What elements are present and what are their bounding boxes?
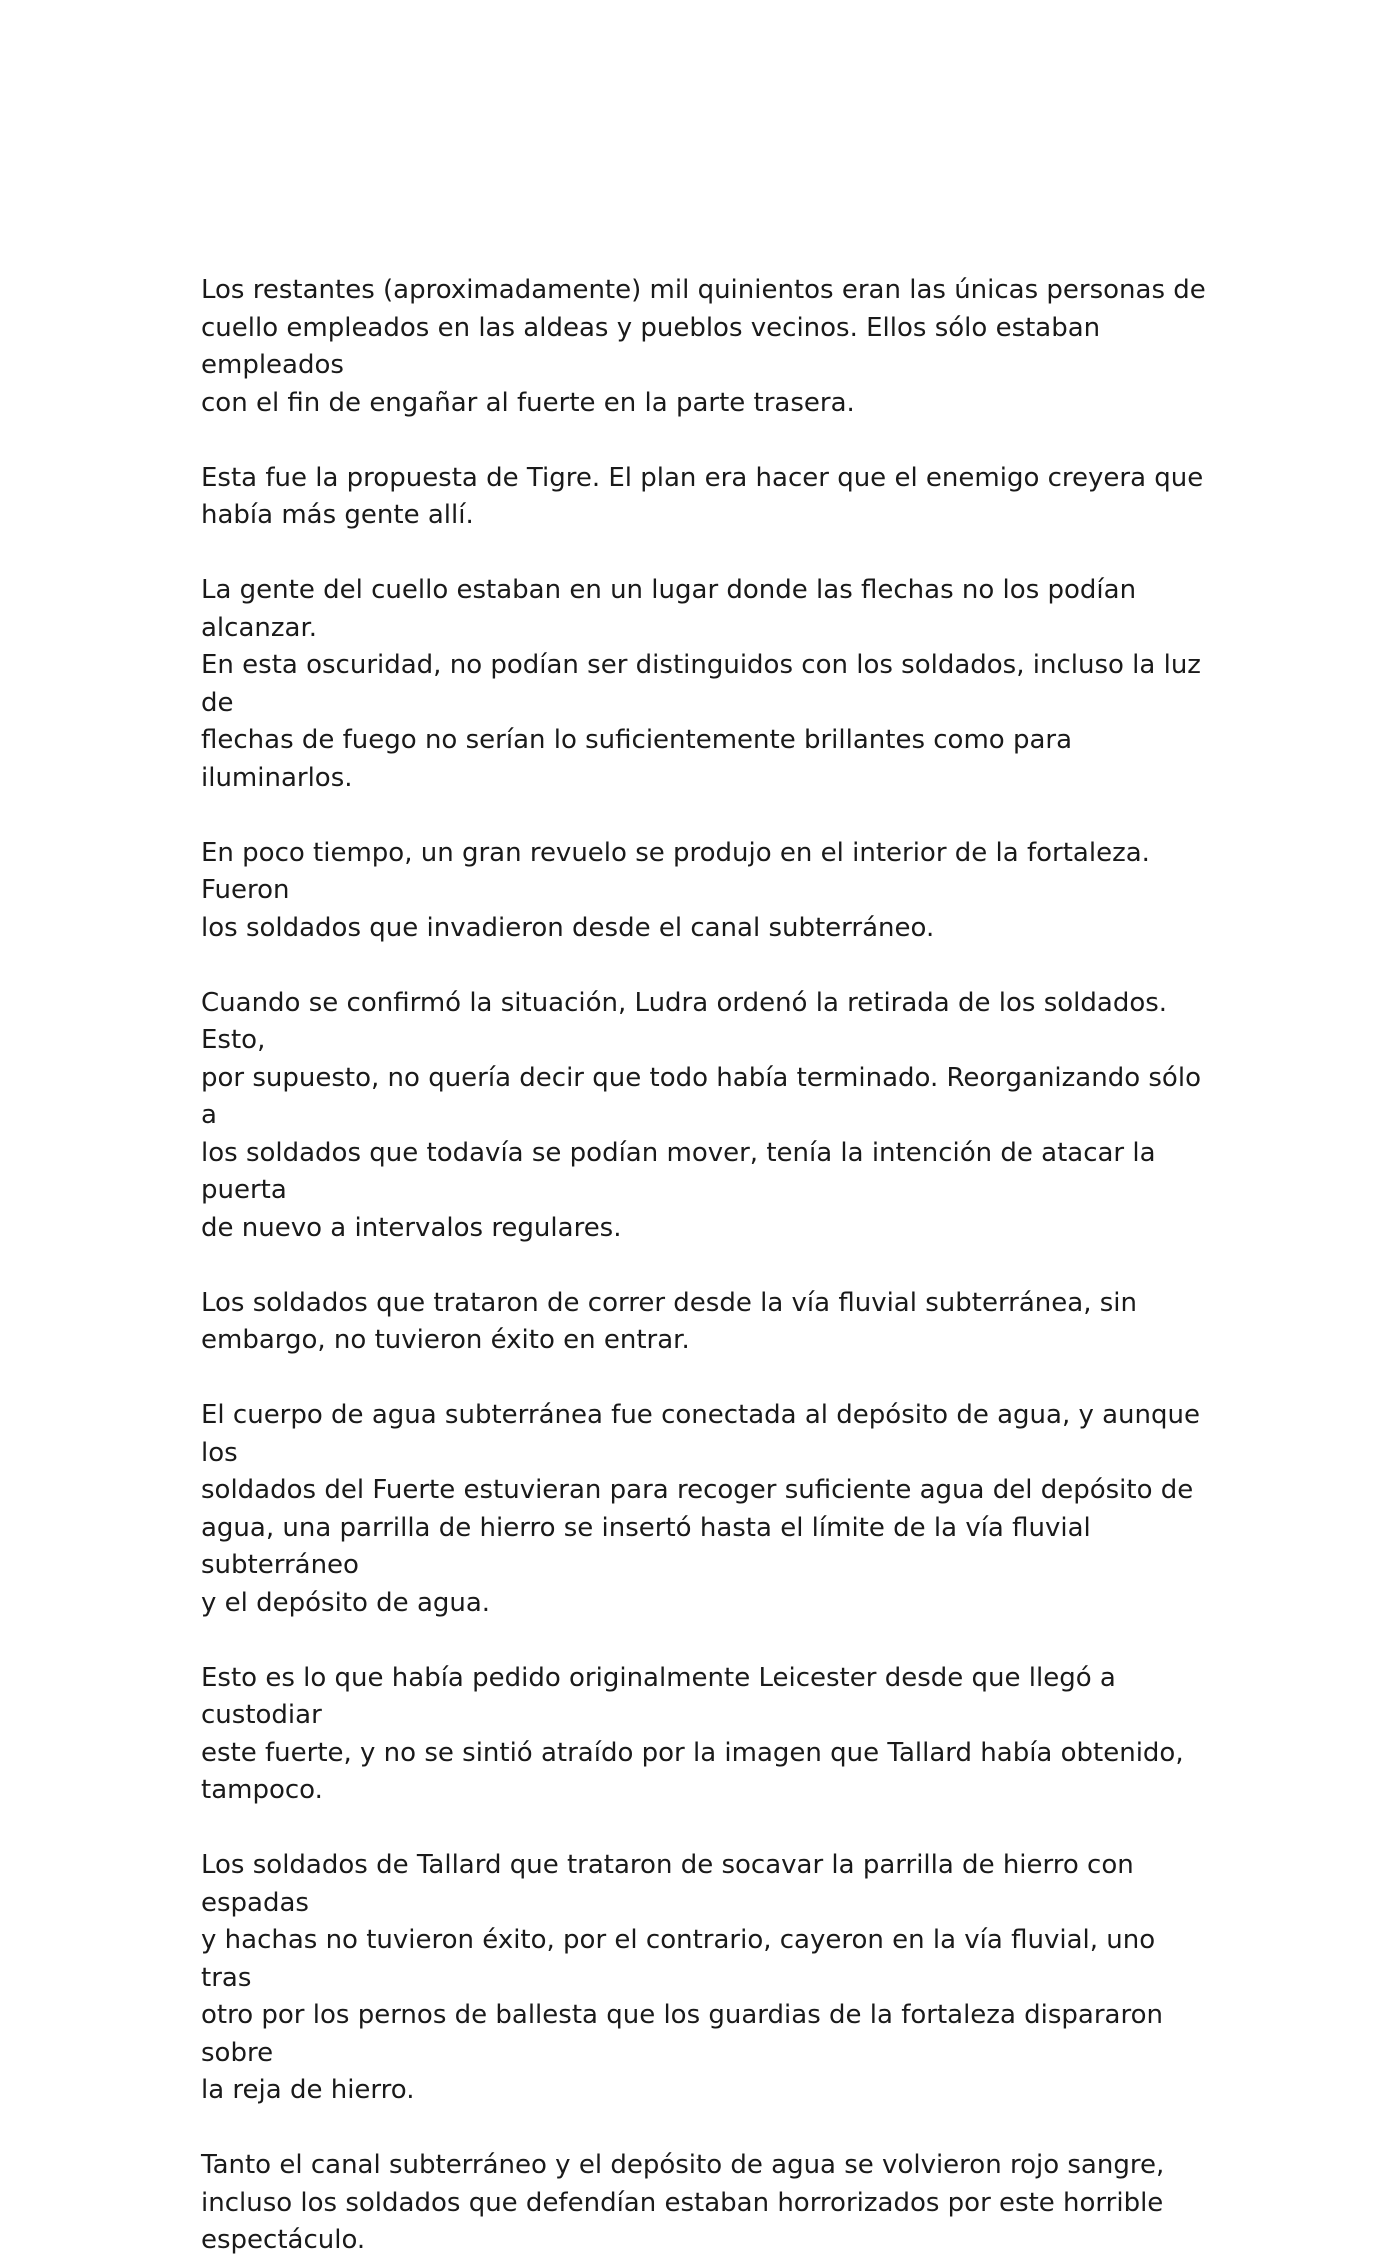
document-body [201,272,1211,2260]
paragraph-1: Los restantes (aproximadamente) mil quinientos eran las únicas personas de cuello empleados en las aldeas y pueblos vecinos. Ellos sólo estaban empleados con el fin de engañar al fuerte en la parte trasera. [201,275,1206,418]
paragraph-3: La gente del cuello estaban en un lugar donde las flechas no los podían alcanzar. En esta oscuridad, no podían ser distinguidos con los soldados, incluso la luz de flechas de fuego no serían lo suficientemente brillantes como para iluminarlos. [201,575,1201,793]
paragraph-5: Cuando se confirmó la situación, Ludra ordenó la retirada de los soldados. Esto, por supuesto, no quería decir que todo había terminado. Reorganizando sólo a los soldados que todavía se podían mover, tenía la intención de atacar la puerta de nuevo a intervalos regulares. [201,987,1201,1243]
paragraph-8: Esto es lo que había pedido originalmente Leicester desde que llegó a custodiar este fuerte, y no se sintió atraído por la imagen que Tallard había obtenido, tampoco. [201,1662,1184,1805]
paragraph-4: En poco tiempo, un gran revuelo se produjo en el interior de la fortaleza. Fueron los soldados que invadieron desde el canal subterráneo. [201,837,1150,943]
paragraph-10: Tanto el canal subterráneo y el depósito de agua se volvieron rojo sangre, incluso los soldados que defendían estaban horrorizados por este horrible espectáculo. [201,2150,1165,2255]
paragraph-7: El cuerpo de agua subterránea fue conectada al depósito de agua, y aunque los soldados del Fuerte estuvieran para recoger suficiente agua del depósito de agua, una parrilla de hierro se insertó hasta el límite de la vía fluvial subterráneo y el depósito de agua. [201,1400,1200,1618]
paragraph-6: Los soldados que trataron de correr desde la vía fluvial subterránea, sin embargo, no tuvieron éxito en entrar. [201,1287,1137,1355]
paragraph-9: Los soldados de Tallard que trataron de socavar la parrilla de hierro con espadas y hachas no tuvieron éxito, por el contrario, cayeron en la vía fluvial, uno tras otro por los pernos de ballesta que los guardias de la fortaleza dispararon sobre la reja de hierro. [201,1850,1163,2105]
paragraph-2: Esta fue la propuesta de Tigre. El plan era hacer que el enemigo creyera que había más gente allí. [201,462,1204,530]
